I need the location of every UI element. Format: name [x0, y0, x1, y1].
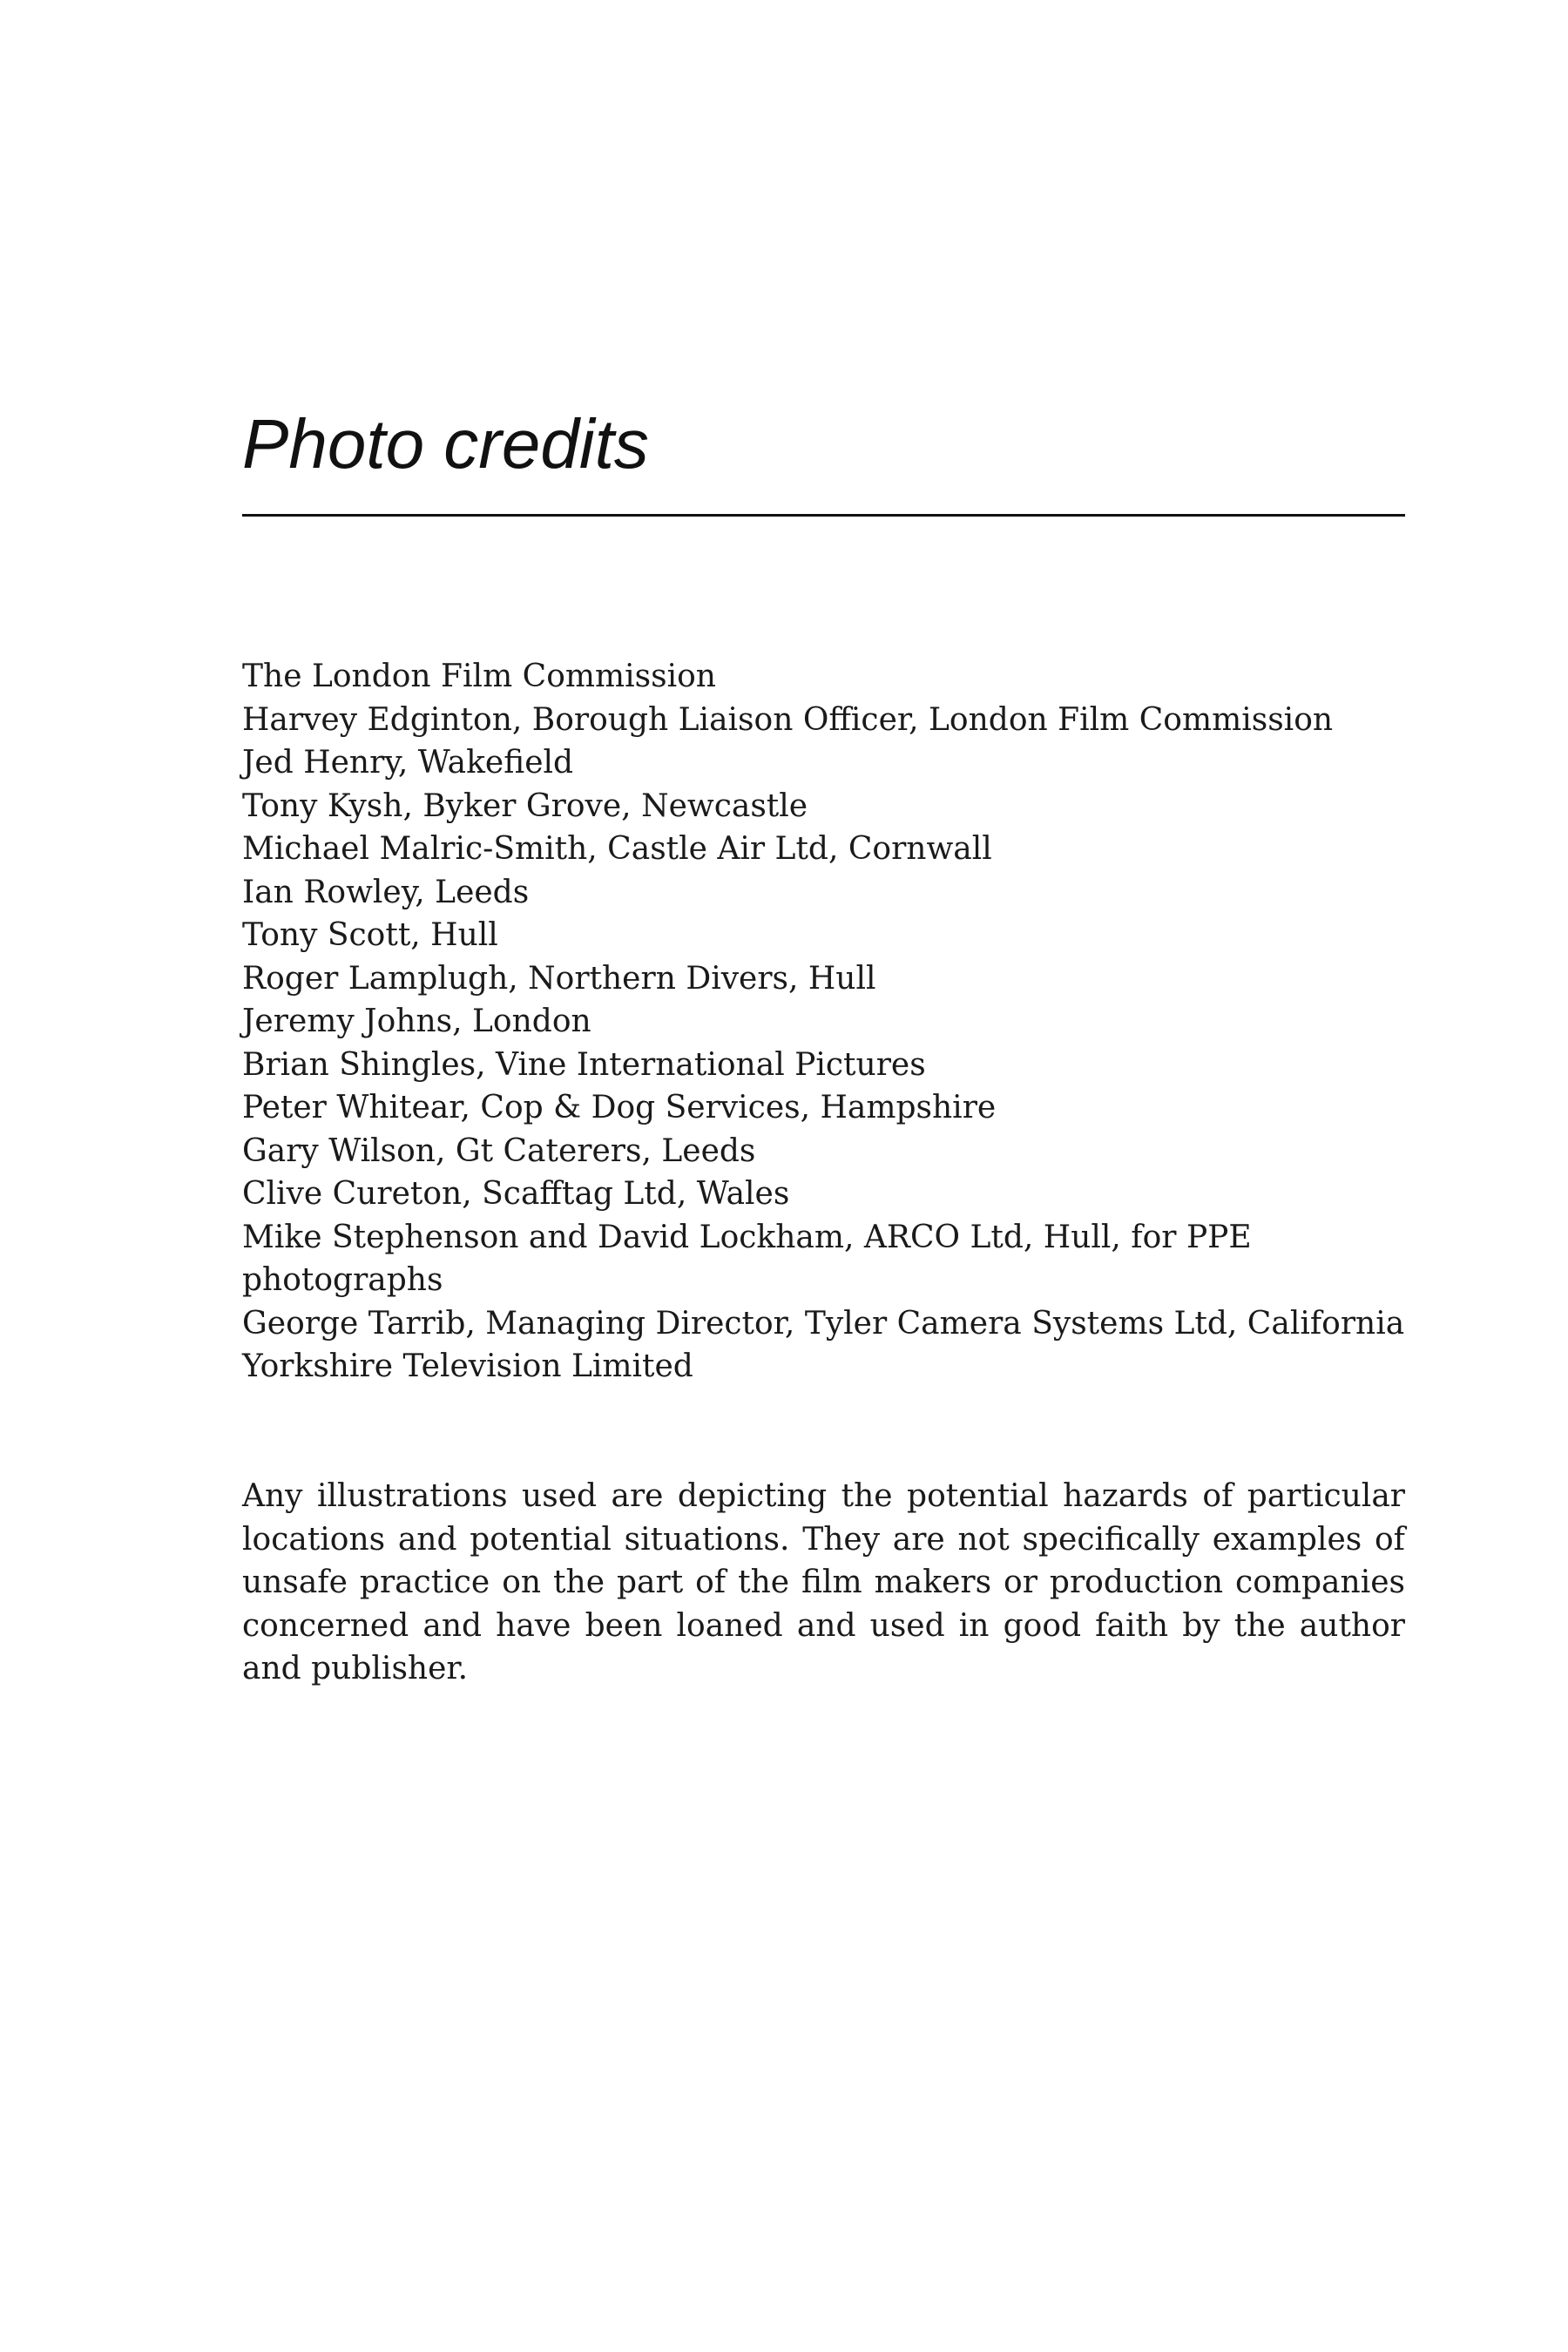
credits-list — [242, 655, 1405, 1389]
credit-item: George Tarrib, Managing Director, Tyler Camera Systems Ltd, California — [242, 1305, 1405, 1342]
credit-item: Harvey Edginton, Borough Liaison Officer, London Film Commission — [242, 701, 1334, 738]
credit-item: Yorkshire Television Limited — [242, 1348, 693, 1384]
page-title: Photo credits — [242, 405, 649, 483]
credit-item: Jed Henry, Wakefield — [242, 745, 574, 781]
credit-item: Michael Malric-Smith, Castle Air Ltd, Cornwall — [242, 831, 992, 867]
disclaimer-paragraph: Any illustrations used are depicting the potential hazards of particular locations and potential situations. They are not specifically examples of unsafe practice on the part of the film makers or production companies concerned and have been loaned and used in good faith by the author and publisher. — [242, 1478, 1405, 1686]
credit-item: Roger Lamplugh, Northern Divers, Hull — [242, 960, 876, 997]
credit-item: Ian Rowley, Leeds — [242, 874, 530, 910]
credit-item: Clive Cureton, Scafftag Ltd, Wales — [242, 1176, 790, 1212]
credit-item: Brian Shingles, Vine International Pictures — [242, 1046, 926, 1083]
credit-item: Peter Whitear, Cop & Dog Services, Hampshire — [242, 1090, 997, 1125]
credit-item: The London Film Commission — [242, 659, 716, 694]
credit-item: Jeremy Johns, London — [242, 1004, 591, 1039]
credit-item: Tony Scott, Hull — [242, 917, 498, 953]
credit-item: Tony Kysh, Byker Grove, Newcastle — [242, 787, 808, 824]
credit-item: Gary Wilson, Gt Caterers, Leeds — [242, 1132, 756, 1169]
credit-item: Mike Stephenson and David Lockham, ARCO Ltd, Hull, for PPE photographs — [242, 1219, 1252, 1298]
title-divider — [242, 514, 1405, 517]
